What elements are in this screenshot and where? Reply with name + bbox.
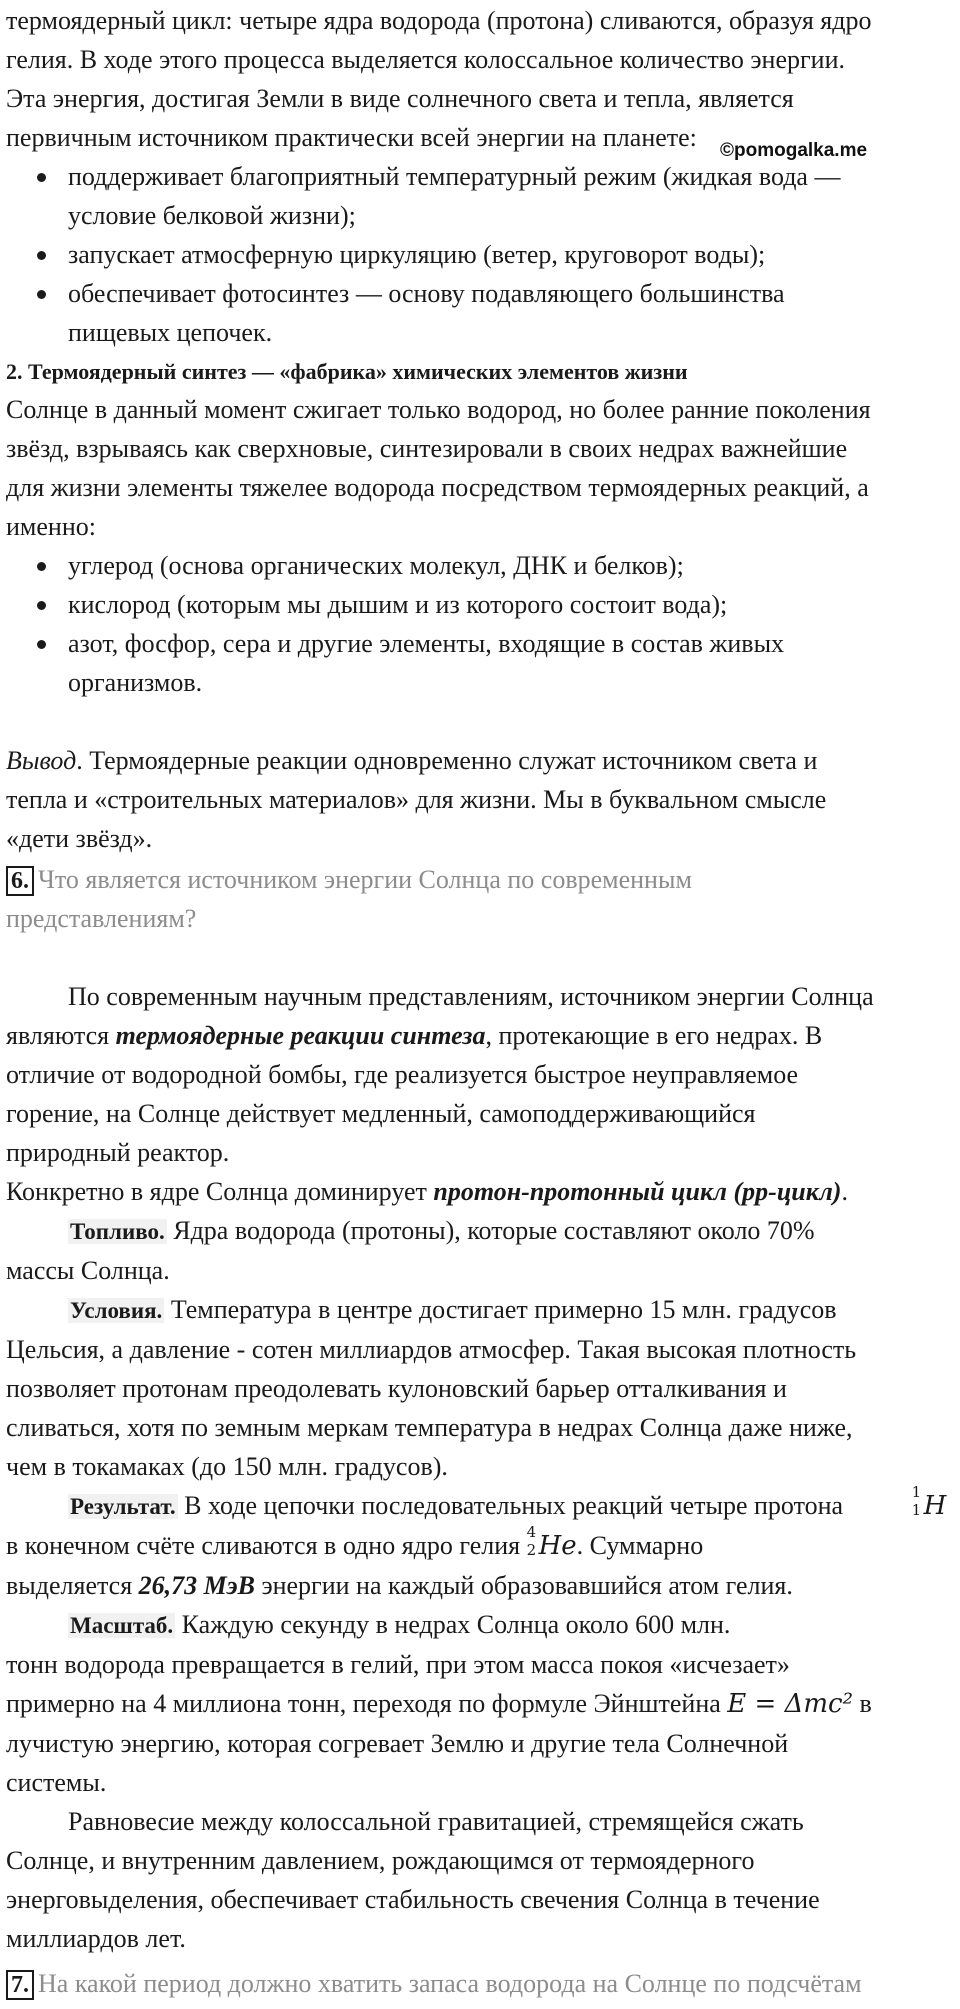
helium-nuclide: 4 2 He (526, 1523, 577, 1561)
energy-effects-list (6, 157, 956, 352)
conclusion-label: Вывод (6, 746, 77, 775)
key-term: термоядерные реакции синтеза (115, 1021, 486, 1050)
conclusion-paragraph: Вывод. Термоядерные реакции одновременно служат источником света и тепла и «строительных материалов» для жизни. Мы в буквальном смысле «дети звёзд». (6, 746, 827, 853)
question-7 (6, 1964, 956, 2003)
list-item: углерод (основа органических молекул, ДНК и белков); (6, 546, 956, 585)
question-6: 6. Что является источником энергии Солнца по современным представлениям? (6, 865, 692, 933)
intro-line: гелия. В ходе этого процесса выделяется колоссальное количество энергии. (6, 45, 845, 74)
section-heading: 2. Термоядерный синтез — «фабрика» химических элементов жизни (6, 359, 688, 384)
elements-list (6, 546, 956, 702)
section2-paragraph: Солнце в данный момент сжигает только водород, но более ранние поколения звёзд, взрываясь как сверхновые, синтезировали в своих недрах важнейшие для жизни элементы тяжелее водорода посредством термоядерных реакций, а именно: (6, 395, 871, 541)
list-item: обеспечивает фотосинтез — основу подавляющего большинства пищевых цепочек. (6, 274, 956, 352)
intro-line: термоядерный цикл: четыре ядра водорода (протона) сливаются, образуя ядро (6, 6, 872, 35)
final-paragraph: Равновесие между колоссальной гравитацией, стремящейся сжать (68, 1807, 804, 1836)
conditions-paragraph: Условия. Температура в центре достигает примерно 15 млн. градусов (70, 1295, 837, 1324)
document-page (6, 0, 956, 2003)
scale-paragraph: Масштаб. Каждую секунду в недрах Солнца около 600 млн. (70, 1610, 731, 1639)
result-paragraph: Результат. В ходе цепочки последовательных реакций четыре протона 1 1 H (6, 1486, 956, 1526)
intro-line: первичным источником практически всей энергии на планете: (6, 123, 697, 152)
result-label: Результат. (70, 1494, 176, 1519)
question-number: 6. (6, 866, 34, 896)
intro-line: Эта энергия, достигая Земли в виде солнечного света и тепла, является (6, 84, 794, 113)
intro-paragraph (6, 0, 956, 157)
spacer (6, 938, 956, 977)
question-text: На какой период должно хватить запаса водорода на Солнце по подсчётам (38, 1969, 862, 1998)
spacer (6, 702, 956, 741)
list-item: поддерживает благоприятный температурный режим (жидкая вода — условие белковой жизни); (6, 157, 956, 235)
scale-label: Масштаб. (70, 1613, 174, 1638)
question-number: 7. (6, 1970, 34, 2000)
einstein-formula: E = Δmc² (727, 1689, 854, 1719)
key-term: протон-протонный цикл (pp-цикл) (433, 1177, 842, 1206)
answer-6: По современным научным представлениям, источником энергии Солнца являются термоядерные реакции синтеза, протекающие в его недрах. В отличие от водородной бомбы, где реализуется быстрое неуправляемое горение, на Солнце действует медленный, самоподдерживающийся природный реактор. Конкретно в ядре Солнца доминирует протон-протонный цикл (pp-цикл). Топливо. Ядра водорода (протоны), которые составляют около 70% массы Солнца. Условия. Температура в центре достигает примерно 15 млн. градусов Цельсия, а давление - сотен миллиардов атмосфер. Такая высокая плотность позволяет протонам преодолевать кулоновский барьер отталкивания и сливаться, хотя по земным меркам температура в недрах Солнца даже ниже, чем в токамаках (до 150 млн. градусов). Результат. В ходе цепочки последовательных реакций четыре протона 1 1 H в конечном счёте сливаются в одно ядро гелия 4 2 He. Суммарно выделяется 26,73 МэВ энергии на каждый образовавшийся атом гелия. Масштаб. Каждую секунду в недрах Солнца около 600 млн. тонн водорода превращается в гелий, при этом масса покоя «исчезает» примерно на 4 миллиона тонн, переходя по формуле Эйнштейна E = Δmc² в лучистую энергию, которая согревает Землю и другие тела Солнечной системы. Равновесие между колоссальной гравитацией, стремящейся сжать Солнце, и внутренним давлением, рождающимся от термоядерного энерговыделения, обеспечивает стабильность свечения Солнца в течение миллиардов лет. (6, 977, 956, 1958)
watermark: ©pomogalka.me (720, 140, 868, 161)
proton-nuclide: 1 1 H (911, 1483, 947, 1521)
list-item: запускает атмосферную циркуляцию (ветер, круговорот воды); (6, 235, 956, 274)
fuel-label: Топливо. (70, 1219, 165, 1244)
question-text: Что является источником энергии Солнца по современным (38, 865, 692, 894)
list-item: азот, фосфор, сера и другие элементы, входящие в состав живых организмов. (6, 624, 956, 702)
fuel-paragraph: Топливо. Ядра водорода (протоны), которые составляют около 70% (70, 1216, 815, 1245)
energy-value: 26,73 МэВ (138, 1571, 255, 1600)
conditions-label: Условия. (70, 1298, 163, 1323)
list-item: кислород (которым мы дышим и из которого состоит вода); (6, 585, 956, 624)
